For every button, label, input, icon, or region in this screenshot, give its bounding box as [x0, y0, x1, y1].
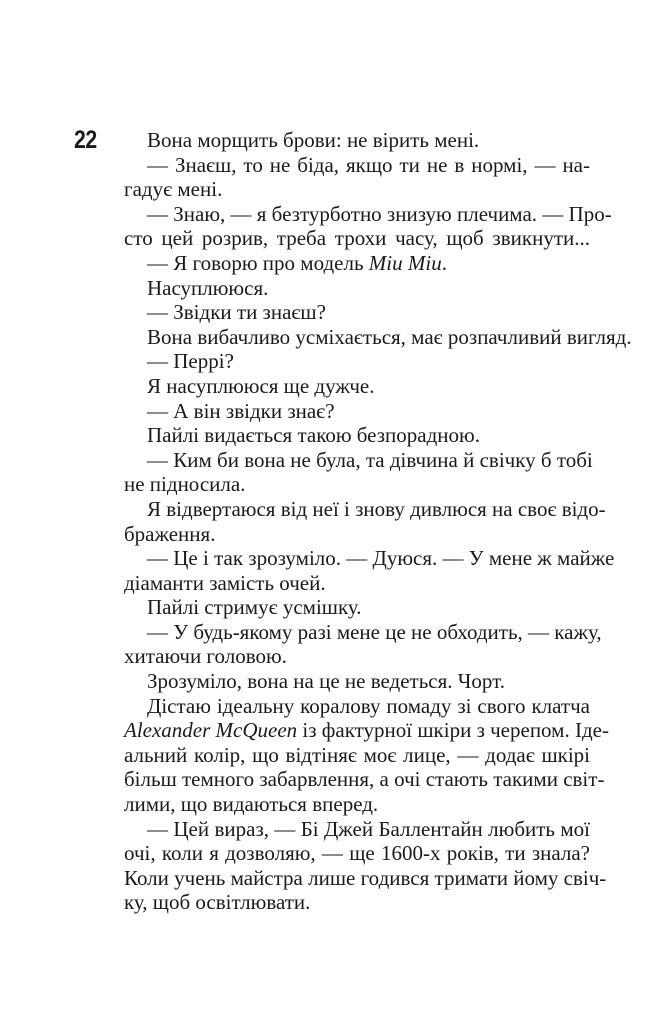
body-text	[124, 128, 632, 915]
text-line: очі, коли я дозволяю, — ще 1600-х років, ти знала?	[124, 841, 590, 866]
text-line	[124, 718, 609, 743]
text-line: Вона морщить брови: не вірить мені.	[147, 128, 480, 152]
text-line: — У будь-якому разі мене це не обходить, — кажу,	[147, 619, 602, 644]
text-line: — Ким би вона не була, та дівчина й свічку б тобі	[147, 447, 593, 472]
text-segment: із фактурної шкіри з черепом. Іде-	[297, 718, 609, 743]
text-line: Насуплююся.	[147, 275, 269, 300]
text-line: альний колір, що відтіняє моє лице, — додає шкірі	[124, 742, 590, 767]
text-line: — Перрі?	[147, 349, 234, 374]
text-line: лими, що видаються вперед.	[124, 792, 379, 817]
text-line: — Знаєш, то не біда, якщо ти не в нормі, — на-	[147, 152, 590, 177]
text-line: — Звідки ти знаєш?	[147, 300, 326, 325]
text-line: діаманти замість очей.	[124, 570, 326, 595]
text-line: Коли учень майстра лише годився тримати йому свіч-	[124, 865, 607, 890]
text-line: не підносила.	[124, 472, 246, 497]
text-line: Вона вибачливо усміхається, має розпачливий вигляд.	[147, 324, 632, 349]
text-line: більш темного забарвлення, а очі стають такими світ-	[124, 767, 605, 792]
italic-text: Міи Міи	[368, 250, 442, 275]
text-line: — Це і так зрозуміло. — Дуюся. — У мене ж майже	[147, 546, 615, 571]
text-line: Зрозуміло, вона на це не ведеться. Чорт.	[147, 669, 506, 694]
page-number: 22	[74, 126, 97, 154]
text-line: гадує мені.	[124, 177, 223, 202]
text-line: — Цей вираз, — Бі Джей Баллентайн любить мої	[147, 816, 590, 841]
text-line: сто цей розрив, треба трохи часу, щоб звикнути...	[124, 226, 590, 251]
text-line	[124, 251, 590, 276]
text-line: хитаючи головою.	[124, 644, 287, 669]
text-line: Дістаю ідеальну коралову помаду зі свого клатча	[147, 693, 590, 718]
text-line: Пайлі видається такою безпорадною.	[147, 423, 480, 448]
text-segment: .	[441, 250, 447, 275]
text-line: — Знаю, — я безтурботно знизую плечима. — Про-	[147, 201, 612, 226]
text-line: Пайлі стримує усмішку.	[147, 595, 362, 620]
text-line: — А він звідки знає?	[147, 398, 335, 423]
italic-text: Alexander McQueen	[124, 718, 298, 743]
text-line: Я насуплююся ще дужче.	[147, 373, 375, 398]
text-segment: — Я говорю про модель	[147, 250, 369, 275]
text-line: ку, щоб освітлювати.	[124, 890, 311, 915]
text-line: браження.	[124, 521, 216, 546]
text-line: Я відвертаюся від неї і знову дивлюся на своє відо-	[147, 496, 606, 521]
